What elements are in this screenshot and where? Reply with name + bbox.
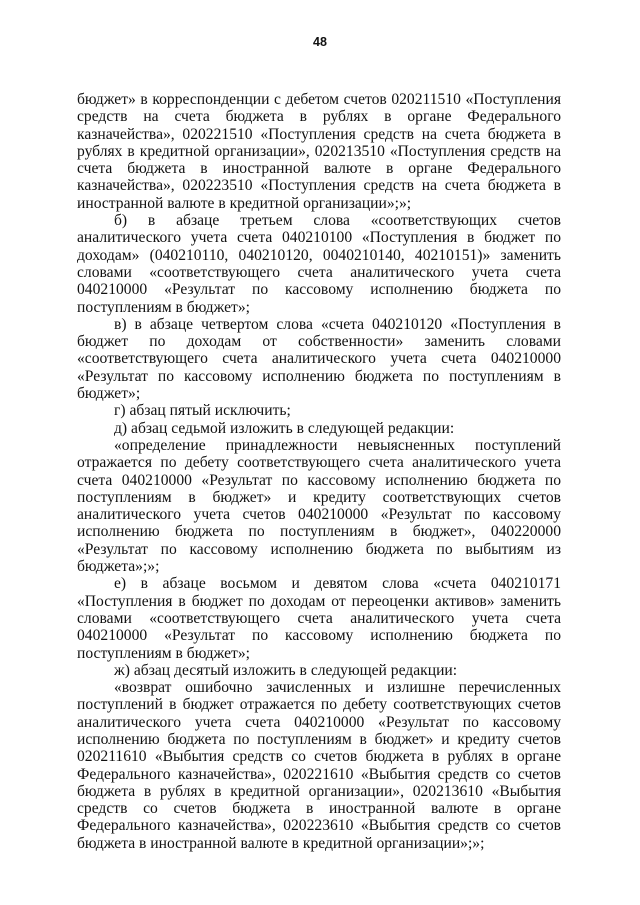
paragraph-b: б) в абзаце третьем слова «соответствующих счетов аналитического учета счета 040210100 «Поступления в бюджет по доходам» (040210110, 040210120, 0040210140, 40210151)» заменить словами «соответствующего счета аналитического учета счета 040210000 «Результат по кассовому исполнению бюджета по поступлениям в бюджет»; (77, 212, 561, 316)
page-number: 48 (313, 35, 327, 49)
paragraph-continuation: бюджет» в корреспонденции с дебетом счетов 020211510 «Поступления средств на счета бюджета в рублях в органе Федерального казначейства», 020221510 «Поступления средств на счета бюджета в рублях в кредитной организации», 020213510 «Поступления средств на счета бюджета в иностранной валюте в органе Федерального казначейства», 020223510 «Поступления средств на счета бюджета в иностранной валюте в кредитной организации»;»; (77, 91, 561, 212)
document-body (77, 91, 561, 852)
paragraph-zh: ж) абзац десятый изложить в следующей редакции: (114, 661, 458, 679)
paragraph-d: д) абзац седьмой изложить в следующей редакции: (114, 419, 455, 437)
paragraph-d-quote: «определение принадлежности невыясненных поступлений отражается по дебету соответствующего счета аналитического учета счета 040210000 «Результат по кассовому исполнению бюджета по поступлениям в бюджет» и кредиту соответствующих счетов аналитического учета счетов 040210000 «Результат по кассовому исполнению бюджета по поступлениям в бюджет», 040220000 «Результат по кассовому исполнению бюджета по выбытиям из бюджета»;»; (77, 436, 561, 576)
paragraph-e: е) в абзаце восьмом и девятом слова «счета 040210171 «Поступления в бюджет по доходам от переоценки активов» заменить словами «соответствующего счета аналитического учета счета 040210000 «Результат по кассовому исполнению бюджета по поступлениям в бюджет»; (77, 575, 561, 662)
paragraph-g: г) абзац пятый исключить; (114, 402, 291, 420)
paragraph-zh-quote: «возврат ошибочно зачисленных и излишне перечисленных поступлений в бюджет отражается по дебету соответствующих счетов аналитического учета счета 040210000 «Результат по кассовому исполнению бюджета по поступлениям в бюджет» и кредиту счетов 020211610 «Выбытия средств со счетов бюджета в рублях в органе Федерального казначейства», 020221610 «Выбытия средств со счетов бюджета в рублях в кредитной организации», 020213610 «Выбытия средств со счетов бюджета в иностранной валюте в органе Федерального казначейства», 020223610 «Выбытия средств со счетов бюджета в иностранной валюте в кредитной организации»;»; (77, 679, 561, 852)
paragraph-v: в) в абзаце четвертом слова «счета 040210120 «Поступления в бюджет по доходам от собственности» заменить словами «соответствующего счета аналитического учета счета 040210000 «Результат по кассовому исполнению бюджета по поступлениям в бюджет»; (77, 315, 561, 403)
